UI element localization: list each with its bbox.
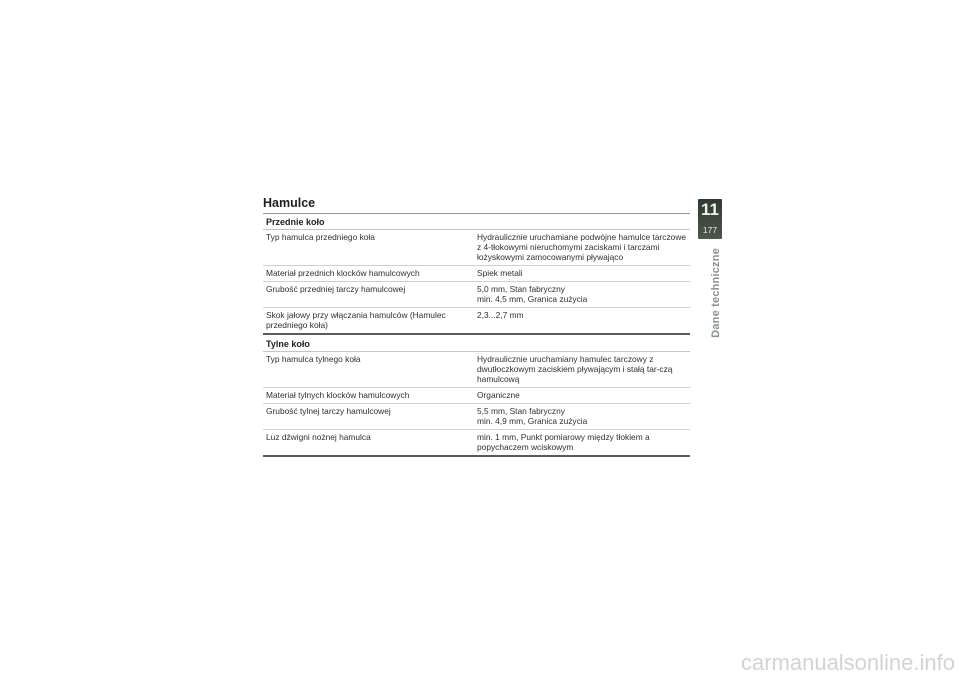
- front-spec-value-line: 5,0 mm, Stan fabryczny: [477, 284, 565, 294]
- table-row: [263, 404, 690, 430]
- rear-wheel-heading: Tylne koło: [263, 333, 690, 352]
- rear-spec-value-line: 5,5 mm, Stan fabryczny: [477, 406, 565, 416]
- front-wheel-table: [263, 230, 690, 333]
- table-row: [263, 308, 690, 334]
- front-spec-value-line: Spiek metali: [477, 268, 523, 278]
- rear-spec-value-line: Hydraulicznie uruchamiany hamulec tarczowy z dwutłoczkowym zaciskiem pływającym i stałą tar-czą hamulcową: [477, 354, 673, 384]
- rear-spec-value-line: Organiczne: [477, 390, 520, 400]
- table-row: [263, 230, 690, 266]
- front-spec-label: Typ hamulca przedniego koła: [263, 230, 474, 266]
- front-wheel-heading: Przednie koło: [263, 214, 690, 230]
- front-spec-label: Skok jałowy przy włączania hamulców (Hamulec przedniego koła): [266, 310, 446, 330]
- chapter-number: 11: [701, 200, 719, 219]
- rear-spec-label: Luz dźwigni nożnej hamulca: [266, 432, 371, 442]
- rear-spec-label: Grubość tylnej tarczy hamulcowej: [263, 404, 474, 430]
- watermark: carmanualsonline.info: [740, 650, 955, 675]
- table-row: [263, 430, 690, 456]
- rear-spec-value: [474, 430, 690, 456]
- table-row: [263, 388, 690, 404]
- table-row: [263, 282, 690, 308]
- rear-spec-value-line: min. 1 mm, Punkt pomiarowy między tłokiem a popychaczem wciskowym: [477, 432, 650, 452]
- chapter-tab: [698, 199, 722, 239]
- rear-spec-label: Typ hamulca tylnego koła: [263, 352, 474, 388]
- section-title: Hamulce: [263, 196, 690, 214]
- front-spec-value-line: min. 4,5 mm, Granica zużycia: [477, 294, 588, 304]
- front-spec-value: [474, 230, 690, 266]
- front-spec-value-line: Hydraulicznie uruchamiane podwójne hamulce tarczowe z 4-tłokowymi nieruchomymi zaciskami i tarczami łożyskowymi zamocowanymi pływająco: [477, 232, 687, 262]
- front-spec-value: [474, 266, 690, 282]
- table-end-rule: [263, 455, 690, 457]
- front-spec-value: [474, 308, 690, 334]
- page-number: 177: [702, 225, 718, 235]
- chapter-title: Dane techniczne: [710, 248, 722, 338]
- front-spec-value-line: 2,3...2,7 mm: [477, 310, 524, 320]
- rear-spec-value: [474, 404, 690, 430]
- front-spec-value: [474, 282, 690, 308]
- front-spec-label: Grubość przedniej tarczy hamulcowej: [263, 282, 474, 308]
- front-spec-label: Materiał przednich klocków hamulcowych: [263, 266, 474, 282]
- table-row: [263, 352, 690, 388]
- rear-spec-label: Materiał tylnych klocków hamulcowych: [263, 388, 474, 404]
- rear-spec-value-line: min. 4,9 mm, Granica zużycia: [477, 416, 588, 426]
- page-content: [263, 196, 690, 457]
- rear-wheel-table: [263, 352, 690, 455]
- table-row: [263, 266, 690, 282]
- rear-spec-value: [474, 352, 690, 388]
- rear-spec-value: [474, 388, 690, 404]
